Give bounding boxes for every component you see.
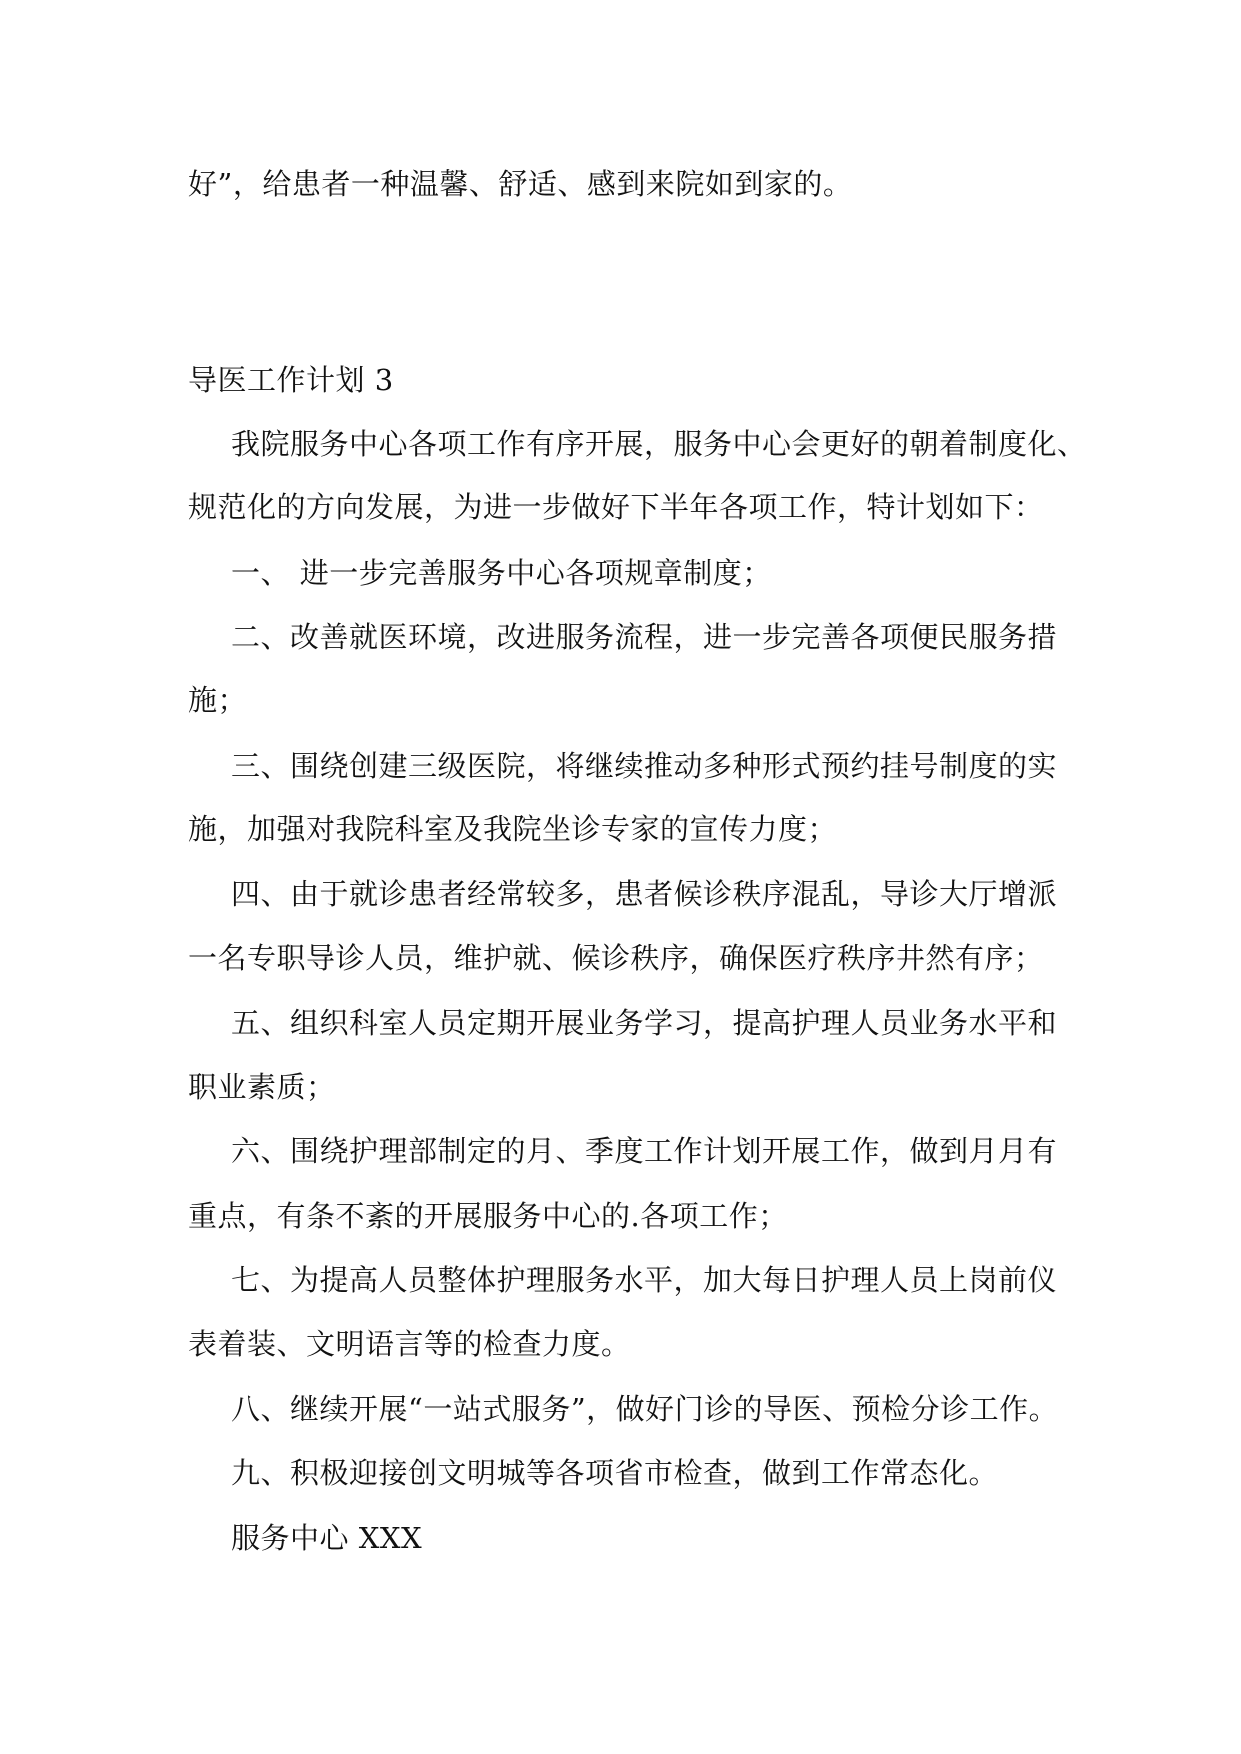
- plan-item-6-line-1: 六、围绕护理部制定的月、季度工作计划开展工作，做到月月有: [231, 1134, 1058, 1168]
- plan-item-8: 八、继续开展“一站式服务”，做好门诊的导医、预检分诊工作。: [231, 1392, 1059, 1426]
- plan-item-9: 九、积极迎接创文明城等各项省市检查，做到工作常态化。: [231, 1456, 999, 1490]
- signature: 服务中心 XXX: [231, 1521, 423, 1555]
- plan-item-5-line-2: 职业素质；: [188, 1070, 336, 1104]
- continuation-text: 好”，给患者一种温馨、舒适、感到来院如到家的。: [188, 167, 853, 201]
- intro-paragraph-line-2: 规范化的方向发展，为进一步做好下半年各项工作，特计划如下：: [188, 490, 1044, 524]
- plan-item-3-line-2: 施，加强对我院科室及我院坐诊专家的宣传力度；: [188, 812, 838, 846]
- plan-item-1: 一、 进一步完善服务中心各项规章制度；: [231, 556, 772, 590]
- plan-item-2-line-2: 施；: [188, 683, 248, 717]
- plan-item-3-line-1: 三、围绕创建三级医院，将继续推动多种形式预约挂号制度的实: [231, 749, 1058, 783]
- intro-paragraph-line-1: 我院服务中心各项工作有序开展，服务中心会更好的朝着制度化、: [231, 427, 1087, 461]
- plan-item-7-line-2: 表着装、文明语言等的检查力度。: [188, 1327, 631, 1361]
- plan-item-2-line-1: 二、改善就医环境，改进服务流程，进一步完善各项便民服务措: [231, 620, 1058, 654]
- plan-item-5-line-1: 五、组织科室人员定期开展业务学习，提高护理人员业务水平和: [231, 1006, 1058, 1040]
- plan-item-4-line-2: 一名专职导诊人员，维护就、候诊秩序，确保医疗秩序井然有序；: [188, 941, 1044, 975]
- plan-item-4-line-1: 四、由于就诊患者经常较多，患者候诊秩序混乱，导诊大厅增派: [231, 877, 1058, 911]
- plan-item-6-line-2: 重点，有条不紊的开展服务中心的.各项工作；: [188, 1199, 788, 1233]
- section-title: 导医工作计划 3: [188, 363, 394, 397]
- plan-item-7-line-1: 七、为提高人员整体护理服务水平，加大每日护理人员上岗前仪: [231, 1263, 1058, 1297]
